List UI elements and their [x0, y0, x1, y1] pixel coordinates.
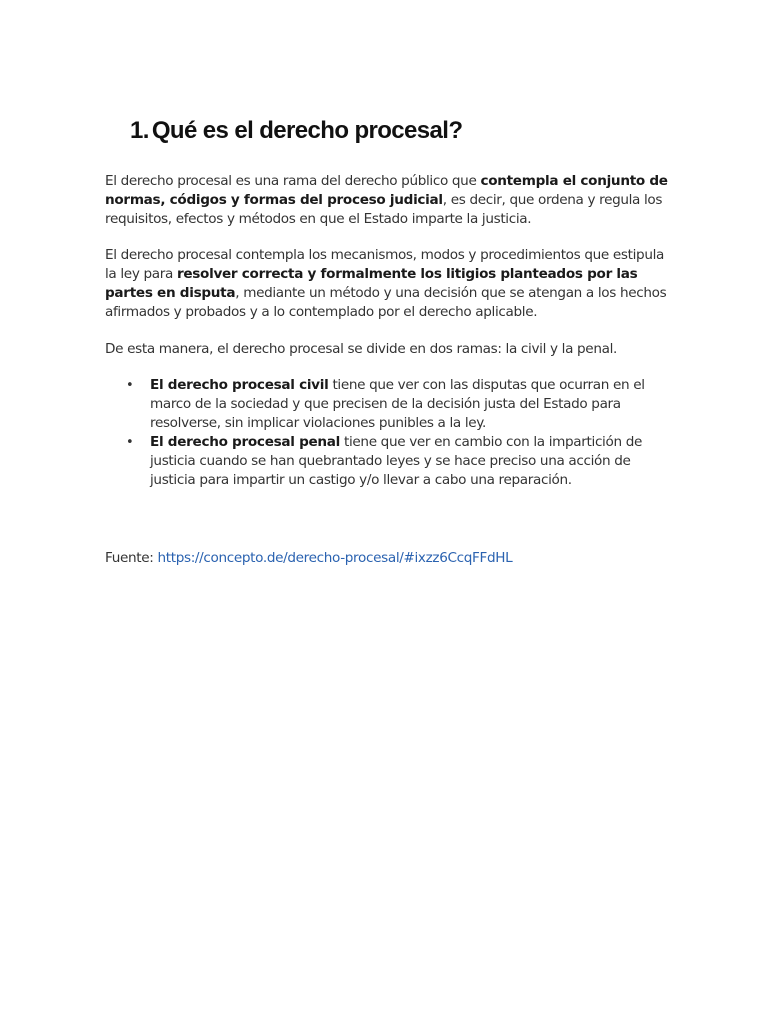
list-item-text: tiene que ver en cambio con la impartición de justicia cuando se han quebrantado leyes y se hace preciso una acción de justicia para impartir un castigo y/o llevar a cabo una reparación.	[150, 434, 642, 488]
list-item-text: tiene que ver con las disputas que ocurran en el marco de la sociedad y que precisen de la decisión justa del Estado para resolverse, sin implicar violaciones punibles a la ley.	[150, 377, 645, 431]
source-label: Fuente:	[105, 550, 158, 566]
source-link[interactable]: https://concepto.de/derecho-procesal/#ixzz6CcqFFdHL	[157, 550, 513, 566]
paragraph-text: , mediante un método y una decisión que se atengan a los hechos afirmados y probados y a lo contemplado por el derecho aplicable.	[105, 285, 667, 320]
paragraph-text: El derecho procesal es una rama del derecho público que	[105, 173, 481, 189]
bullet-icon: •	[126, 435, 134, 450]
heading-number: 1.	[130, 117, 149, 144]
source-line	[105, 549, 512, 568]
paragraph-definition	[105, 172, 675, 229]
paragraph-emphasis: resolver correcta y formalmente los litigios planteados por las partes en disputa	[105, 266, 638, 301]
paragraph-emphasis: contempla el conjunto de normas, códigos y formas del proceso judicial	[105, 173, 668, 208]
branches-list	[105, 376, 675, 490]
paragraph-text: , es decir, que ordena y regula los requisitos, efectos y métodos en que el Estado imparte la justicia.	[105, 192, 663, 227]
page-title	[130, 117, 462, 145]
list-item-penal	[105, 433, 675, 490]
paragraph-mechanisms	[105, 246, 675, 322]
list-item-civil	[105, 376, 675, 433]
heading-text: Qué es el derecho procesal?	[151, 117, 463, 144]
paragraph-branches: De esta manera, el derecho procesal se divide en dos ramas: la civil y la penal.	[105, 341, 617, 357]
paragraph-text: El derecho procesal contempla los mecanismos, modos y procedimientos que estipula la ley para	[105, 247, 664, 282]
bullet-icon: •	[126, 378, 134, 393]
list-item-title: El derecho procesal civil	[150, 377, 329, 393]
list-item-title: El derecho procesal penal	[150, 434, 341, 450]
